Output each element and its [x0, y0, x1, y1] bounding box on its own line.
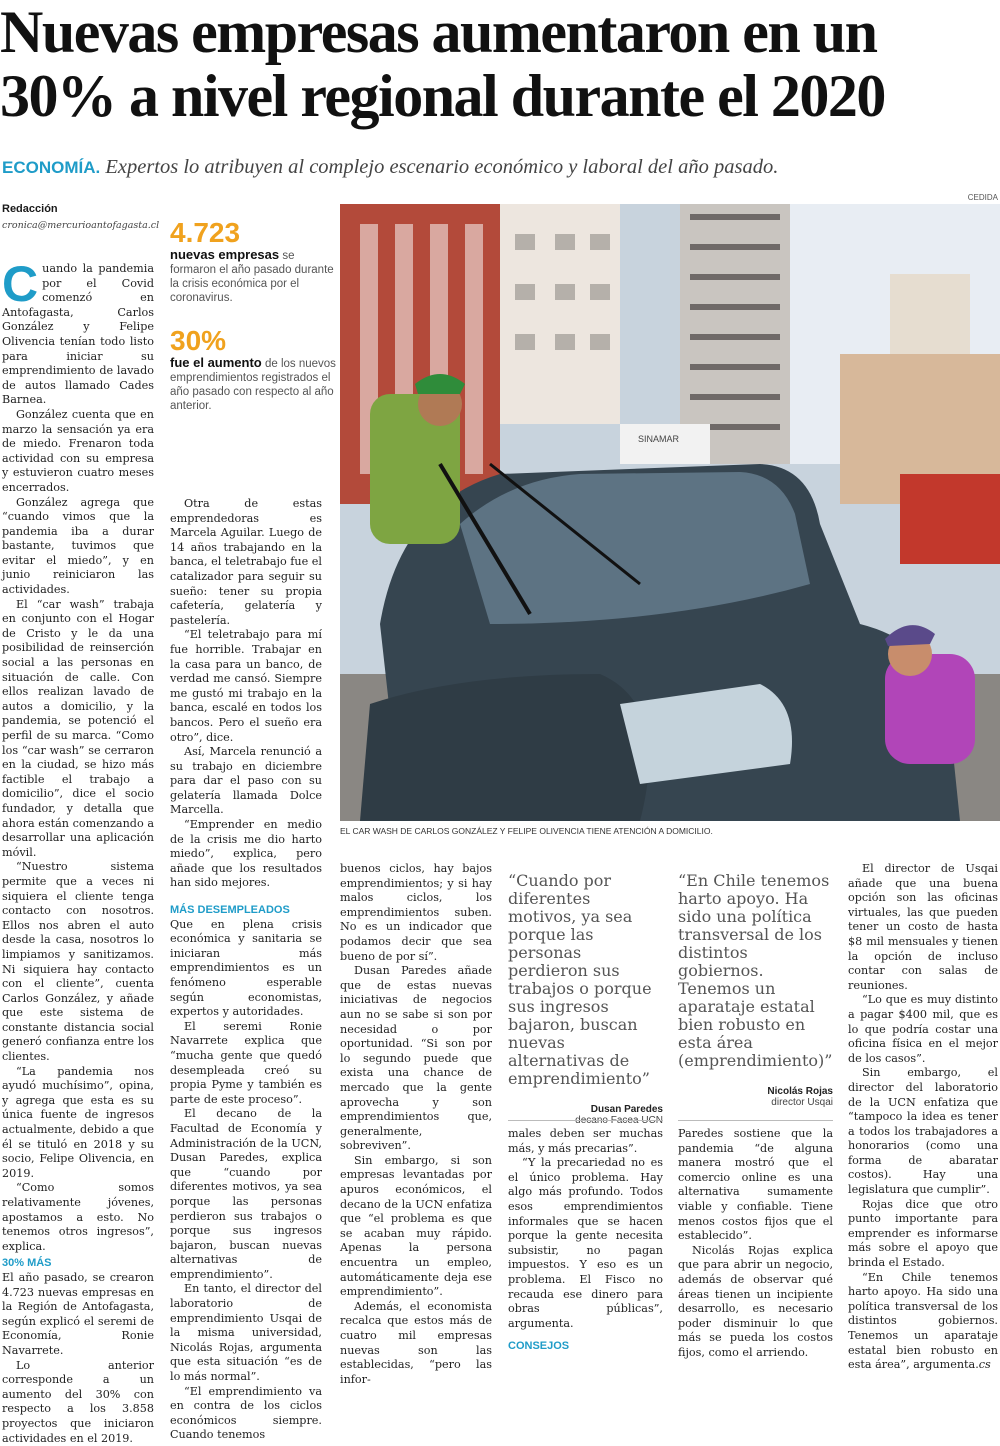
stat-lead: nuevas empresas — [170, 247, 280, 262]
paragraph: Así, Marcela renunció a su trabajo en diciembre para dar el paso con su gelatería llamada Dolce Marcella. — [170, 745, 322, 817]
quote-author: Dusan Paredes — [590, 1104, 663, 1115]
paragraph: En tanto, el director del laboratorio de emprendimiento Usqai de la misma universidad, Nicolás Rojas, argumenta que esta situación “es de lo más normal”. — [170, 1282, 322, 1384]
paragraph: Sin embargo, el director del laboratorio de la UCN enfatiza que “tampoco la idea es tener a todos los trabajadores a honorarios (como una forma de abaratar costos). Hay una legislatura que cumplir”. — [848, 1066, 998, 1197]
paragraph: Sin embargo, si son empresas levantadas por apuros económicos, el decano de la UCN enfatiza que “el problema es que se acaban muy rápido. Apenas la persona encuentra un empleo, automáticamente deja ese emprendimiento”. — [340, 1153, 492, 1299]
article-column-6 — [848, 862, 998, 1373]
paragraph: “Y la precariedad no es el único problema. Hay algo más profundo. Todos esos emprendimientos informales que se hacen porque la gente necesita subsistir, no pagan impuestos. Y eso es un problema. El Fisco no recauda ese dinero para obras públicas”, argumenta. — [508, 1156, 663, 1330]
headline-line-2: 30% a nivel regional durante el 2020 — [0, 63, 885, 129]
stat-text: se formaron el año pasado durante la crisis económica por el coronavirus. — [170, 250, 334, 304]
paragraph: buenos ciclos, hay bajos emprendimientos; y si hay malos ciclos, los emprendimientos suben. No es un indicador que podamos decir que sea bueno de por sí”. — [340, 862, 492, 963]
paragraph: El “car wash” trabaja en conjunto con el Hogar de Cristo y le da una posibilidad de reinserción social a las personas en situación de calle. Con ellos realizan lavado de autos a domicilio, y la pandemia, se potenció el perfil de su marca. “Como los “car wash” se cerraron en la ciudad, se hizo más factible el trabajo a domicilio”, dice el socio fundador, y detalla que ahora están comenzando a desarrollar una aplicación móvil. — [2, 597, 154, 859]
paragraph: “El teletrabajo para mí fue horrible. Trabajar en la casa para un banco, de verdad me cansó. Siempre me gustó mi trabajo en la banca, escalé en todos los bancos. Pero el sueño era otro”, dice. — [170, 628, 322, 744]
paragraph: El director de Usqai añade que una buena opción son las oficinas virtuales, las que pueden tener un costo de hasta $8 mil mensuales y tienen la opción de incluso contar con salas de reuniones. — [848, 862, 998, 992]
byline-author: Redacción — [2, 203, 58, 215]
paragraph: El seremi Ronie Navarrete explica que “mucha gente que quedó desempleada creó su propia Pyme y también es parte de este proceso”. — [170, 1019, 322, 1106]
quote-role: director Usqai — [771, 1097, 833, 1108]
paragraph — [848, 1271, 998, 1373]
paragraph: “La pandemia nos ayudó muchísimo”, opina, y agrega que esta es su única fuente de ingresos actualmente, debido a que él se tituló en 2018 y su socio, Felipe Olivencia, en 2019. — [2, 1064, 154, 1180]
subheading: MÁS DESEMPLEADOS — [170, 904, 290, 917]
section-kicker: ECONOMÍA. — [2, 158, 101, 177]
paragraph: “Como somos relativamente jóvenes, apostamos a esto. No tenemos otros ingresos”, explica. — [2, 1181, 154, 1253]
paragraph: Que en plena crisis económica y sanitaria se iniciaran más emprendimientos es un fenómeno esperable según economistas, expertos y autoridades. — [170, 917, 322, 1019]
paragraph: El año pasado, se crearon 4.723 nuevas empresas en la Región de Antofagasta, según explicó el seremi de Economía, Ronie Navarrete. — [2, 1270, 154, 1357]
quote-text: “En Chile tenemos harto apoyo. Ha sido una política transversal de los distintos gobiernos. Tenemos un aparataje estatal bien robusto en esta área (emprendimiento)” — [678, 871, 833, 1070]
deck-text: Expertos lo atribuyen al complejo escenario económico y laboral del año pasado. — [105, 156, 779, 178]
paragraph: Otra de estas emprendedoras es Marcela Aguilar. Luego de 14 años trabajando en la banca, el teletrabajo fue el catalizador para seguir su sueño: tener su propia cafetería, gelatería y pastelería. — [170, 497, 322, 627]
headline-line-1: Nuevas empresas aumentaron en un — [0, 0, 877, 65]
dropcap: C — [2, 256, 39, 312]
car-wash-photo — [340, 204, 1000, 821]
photo-credit: CEDIDA — [967, 193, 998, 202]
divider — [678, 1120, 833, 1121]
paragraph: Además, el economista recalca que estos más de cuatro mil empresas nuevas son las establecidas, “pero las infor- — [340, 1299, 492, 1386]
paragraph: “Lo que es muy distinto a pagar $400 mil, que es lo que podría costar una oficina física en el mejor de los casos”. — [848, 993, 998, 1065]
stat-value: 30% — [170, 325, 227, 356]
stat-text: de los nuevos emprendimientos registrados el año pasado con respecto al año anterior. — [170, 358, 336, 412]
subheading: 30% MÁS — [2, 1257, 52, 1270]
paragraph: “El emprendimiento va en contra de los ciclos económicos siempre. Cuando tenemos — [170, 1384, 322, 1442]
paragraph-text: “En Chile tenemos harto apoyo. Ha sido una política transversal de los distintos gobiernos. Tenemos un aparataje estatal bien robusto en esta área”, argumenta. — [848, 1270, 998, 1372]
article-column-3 — [340, 862, 492, 1387]
headline — [0, 0, 1000, 128]
paragraph: Dusan Paredes añade que de estas nuevas iniciativas de negocios aun no se sabe si son por necesidad o por oportunidad. “Si son por lo segundo puede que exista una chance de mercado que la gente aprovecha y son emprendimientos que, generalmente, sobreviven”. — [340, 964, 492, 1153]
article-column-2 — [170, 497, 322, 1443]
paragraph: Paredes sostiene que la pandemia “de alguna manera mostró que el comercio online es una alternativa sumamente viable y confiable. Tiene menos costos fijos que el establecido”. — [678, 1127, 833, 1243]
article-column-1 — [2, 256, 154, 1446]
paragraph: Nicolás Rojas explica que para abrir un negocio, además de observar qué áreas tienen un incipiente desarrollo, es necesario poder disminuir lo que más se pueda los costos fijos, como el arriendo. — [678, 1243, 833, 1359]
pull-quote-rojas — [678, 872, 833, 1108]
building-sign: SINAMAR — [638, 434, 680, 444]
quote-text: “Cuando por diferentes motivos, ya sea porque las personas perdieron sus trabajos o porque sus ingresos bajaron, buscan nuevas alternativas de emprendimiento” — [508, 871, 652, 1088]
paragraph: González agrega que “cuando vimos que la pandemia iba a durar bastante, tuvimos que evitar el miedo”, y en junio reiniciaron las actividades. — [2, 495, 154, 597]
article-photo — [340, 204, 1000, 821]
quote-author: Nicolás Rojas — [767, 1086, 833, 1097]
paragraph: “Nuestro sistema permite que a veces ni siquiera el cliente tenga contacto con nosotros. Ellos nos abren el auto desde la casa, nosotros lo limpiamos y sanitizamos. Ni siquiera hay contacto con el cliente”, cuenta Carlos González, y añade que este sistema de constante distancia social generó confianza entre los clientes. — [2, 860, 154, 1064]
paragraph: males deben ser muchas más, y más precarias”. — [508, 1127, 663, 1155]
paragraph: El decano de la Facultad de Economía y Administración de la UCN, Dusan Paredes, explica que “cuando por diferentes motivos, ya sea porque las personas perdieron sus trabajos o porque sus ingresos bajaron, buscan nuevas alternativas de emprendimiento”. — [170, 1107, 322, 1281]
deck — [2, 156, 998, 179]
pull-quote-paredes — [508, 872, 663, 1126]
article-column-5 — [678, 1127, 833, 1361]
paragraph: González cuenta que en marzo la sensación ya era de miedo. Frenaron toda actividad con su empresa y estuvieron cuatro meses encerrados. — [2, 407, 154, 494]
paragraph: Rojas dice que otro punto importante para emprender es informarse más sobre el apoyo que brinda el Estado. — [848, 1197, 998, 1270]
divider — [508, 1120, 663, 1121]
byline-email[interactable]: cronica@mercurioantofagasta.cl — [2, 220, 160, 231]
subheading: CONSEJOS — [508, 1340, 570, 1353]
stat-lead: fue el aumento — [170, 355, 262, 370]
stat-box-increase — [170, 326, 338, 413]
end-mark: cs — [978, 1358, 991, 1372]
paragraph: “Emprender en medio de la crisis me dio harto miedo”, explica, pero añade que los resultados han sido mejores. — [170, 818, 322, 890]
stat-value: 4.723 — [170, 217, 241, 248]
photo-caption: EL CAR WASH DE CARLOS GONZÁLEZ Y FELIPE OLIVENCIA TIENE ATENCIÓN A DOMICILIO. — [340, 826, 713, 836]
paragraph: uando la pandemia por el Covid comenzó en Antofagasta, Carlos González y Felipe Olivencia tenían todo listo para iniciar su emprendimiento de lavado de autos llamado Cades Barnea. — [2, 262, 154, 407]
article-column-4 — [508, 1127, 663, 1354]
stat-box-new-companies — [170, 218, 338, 305]
paragraph: Lo anterior corresponde a un aumento del 30% con respecto a los 3.858 proyectos que iniciaron actividades en el 2019. — [2, 1358, 154, 1445]
